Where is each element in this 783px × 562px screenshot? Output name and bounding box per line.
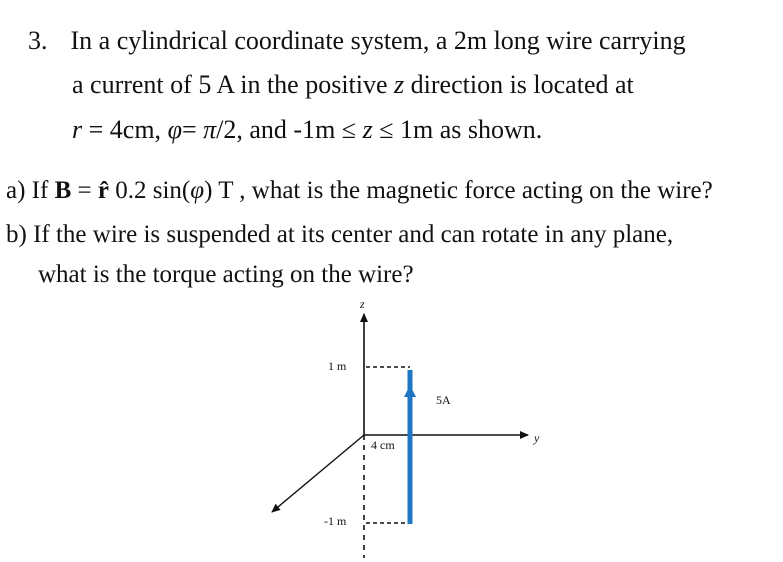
problem-text-3a: = 4cm, [82, 115, 168, 144]
problem-text-3d: ≤ 1m as shown. [372, 115, 543, 144]
pi-symbol: π [203, 115, 217, 144]
problem-text-3c: /2, and -1m ≤ [216, 115, 363, 144]
problem-text-2b: direction is located at [404, 70, 634, 99]
problem-text-3b: = [181, 115, 204, 144]
part-b-line-1 [6, 220, 673, 250]
y-axis-label: y [534, 431, 540, 445]
bottom-label: -1 m [324, 514, 347, 528]
phi-symbol: φ [167, 115, 182, 144]
part-a-prefix: a) If [6, 177, 55, 204]
radius-label: 4 cm [371, 438, 395, 452]
problem-text-2a: a current of 5 A in the positive [72, 70, 395, 99]
part-b-line-2 [38, 260, 414, 290]
current-arrow [404, 385, 416, 397]
problem-text-1: In a cylindrical coordinate system, a 2m long wire carrying [70, 26, 686, 55]
x-axis [272, 435, 364, 512]
problem-line-2 [72, 70, 634, 100]
r-symbol: r [72, 115, 83, 144]
b-field-symbol: B [54, 177, 72, 204]
part-a-expr-end: ) T [204, 177, 234, 204]
part-b-text-2: what is the torque acting on the wire? [38, 261, 414, 288]
z-axis-label: z [360, 300, 365, 311]
wire-diagram [260, 300, 560, 562]
problem-number: 3. [28, 26, 48, 55]
part-a-question: , what is the magnetic force acting on the wire? [233, 177, 713, 204]
z-symbol: z [394, 70, 405, 99]
top-label: 1 m [328, 359, 347, 373]
part-a-eq: = [71, 177, 98, 204]
current-label: 5A [436, 393, 451, 407]
part-b-text-1: b) If the wire is suspended at its center and can rotate in any plane, [6, 221, 674, 248]
phi-symbol-2: φ [190, 177, 205, 204]
part-a-expr: 0.2 sin( [108, 177, 191, 204]
r-hat-symbol: r̂ [97, 177, 109, 204]
problem-line-3 [72, 115, 542, 145]
problem-line-1 [28, 26, 686, 56]
part-a [6, 176, 713, 206]
z-symbol-2: z [362, 115, 373, 144]
